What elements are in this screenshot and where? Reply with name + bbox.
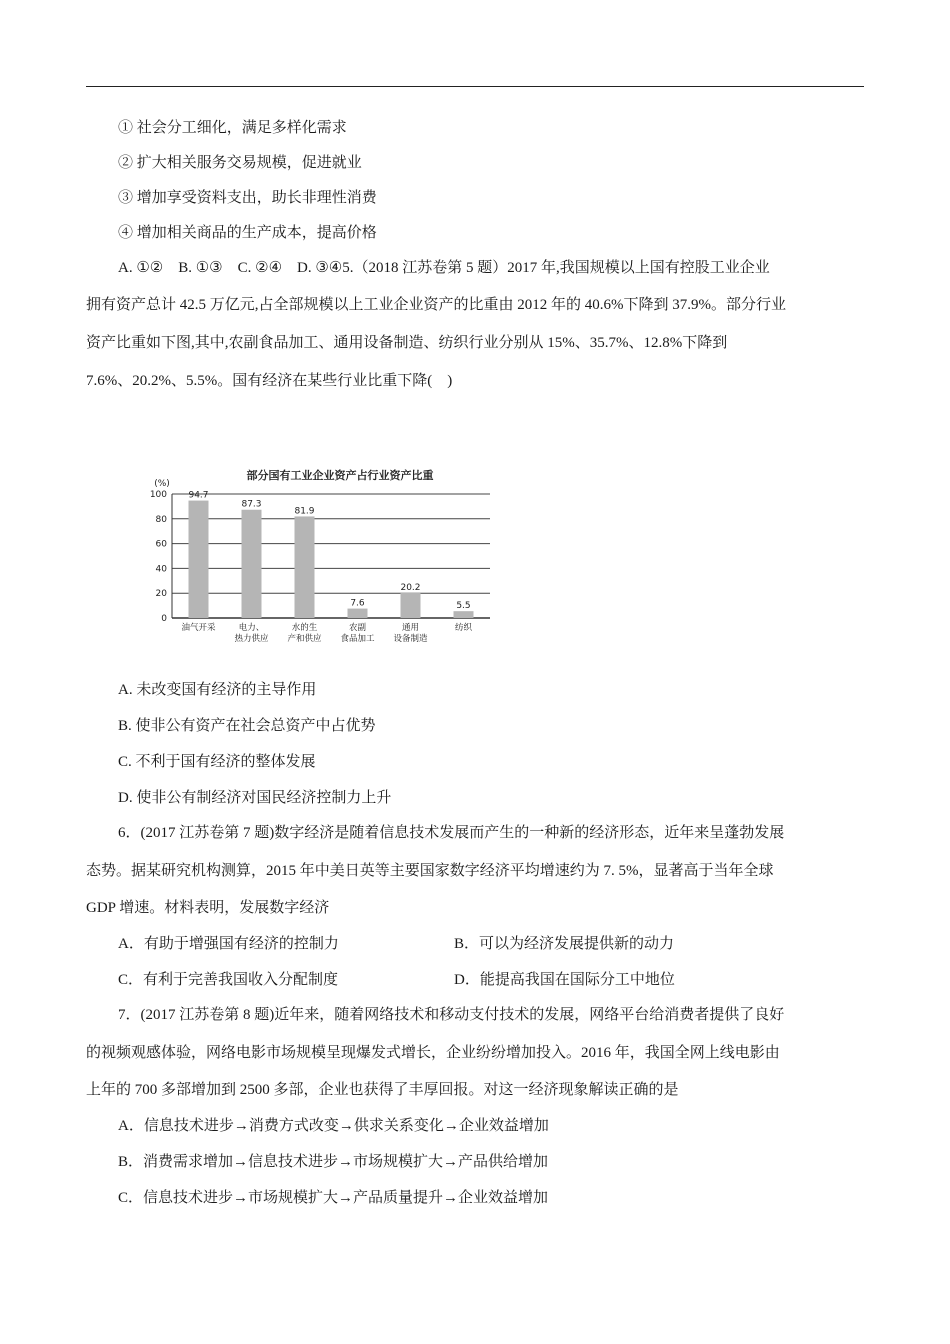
q7-text-line-3: 上年的 700 多部增加到 2500 多部，企业也获得了丰厚回报。对这一经济现象解读正确的是 xyxy=(86,1082,679,1098)
asset-share-bar-chart xyxy=(140,462,500,652)
q7-option-c: C．信息技术进步→市场规模扩大→产品质量提升→企业效益增加 xyxy=(118,1190,549,1206)
q4-option-3: ③ 增加享受资料支出，助长非理性消费 xyxy=(118,190,377,206)
q7-option-a: A．信息技术进步→消费方式改变→供求关系变化→企业效益增加 xyxy=(118,1118,549,1134)
q7-text-line-2: 的视频观感体验，网络电影市场规模呈现爆发式增长，企业纷纷增加投入。2016 年，我国全网上线电影由 xyxy=(86,1045,780,1061)
q5-option-a: A. 未改变国有经济的主导作用 xyxy=(118,682,317,698)
q6-text-line-3: GDP 增速。材料表明，发展数字经济 xyxy=(86,900,330,916)
q6-text-line-2: 态势。据某研究机构测算，2015 年中美日英等主要国家数字经济平均增速约为 7. 5%，显著高于当年全球 xyxy=(86,863,774,879)
bar-2 xyxy=(295,516,315,618)
y-tick-label-20: 20 xyxy=(155,589,167,600)
q6-text-line-1: 6．(2017 江苏卷第 7 题)数字经济是随着信息技术发展而产生的一种新的经济形态，近年来呈蓬勃发展 xyxy=(118,825,785,841)
q5-text-line-2: 资产比重如下图,其中,农副食品加工、通用设备制造、纺织行业分别从 15%、35.7%、12.8%下降到 xyxy=(86,335,728,351)
q4-option-1: ① 社会分工细化，满足多样化需求 xyxy=(118,120,347,136)
bar-1 xyxy=(242,510,262,618)
bar-value-label-5: 5.5 xyxy=(456,601,471,612)
q7-text-line-1: 7．(2017 江苏卷第 8 题)近年来，随着网络技术和移动支付技术的发展，网络平台给消费者提供了良好 xyxy=(118,1007,785,1023)
q4-option-2: ② 扩大相关服务交易规模，促进就业 xyxy=(118,155,362,171)
y-tick-label-40: 40 xyxy=(155,564,167,575)
q5-option-b: B. 使非公有资产在社会总资产中占优势 xyxy=(118,718,376,734)
y-tick-label-0: 0 xyxy=(161,614,167,624)
header-rule xyxy=(86,86,864,87)
bar-3 xyxy=(348,609,368,618)
y-tick-label-80: 80 xyxy=(155,514,167,525)
q6-option-c: C．有利于完善我国收入分配制度 xyxy=(118,972,339,988)
q5-text-line-3: 7.6%、20.2%、5.5%。国有经济在某些行业比重下降( ) xyxy=(86,373,453,389)
chart-y-unit: (%) xyxy=(154,479,170,489)
q7-option-b: B．消费需求增加→信息技术进步→市场规模扩大→产品供给增加 xyxy=(118,1154,549,1170)
category-label-1-0: 电力、 xyxy=(238,623,265,633)
q4-answers-q5-intro: A. ①② B. ①③ C. ②④ D. ③④5.（2018 江苏卷第 5 题）2017 年,我国规模以上国有控股工业企业 xyxy=(118,260,770,276)
bar-5 xyxy=(454,611,474,618)
q5-option-c: C. 不利于国有经济的整体发展 xyxy=(118,754,316,770)
bar-value-label-0: 94.7 xyxy=(188,490,209,501)
bar-value-label-3: 7.6 xyxy=(350,598,365,609)
y-tick-label-60: 60 xyxy=(155,539,167,550)
q6-option-d: D．能提高我国在国际分工中地位 xyxy=(454,972,675,988)
category-label-5-0: 纺织 xyxy=(454,623,473,633)
category-label-0-0: 油气开采 xyxy=(181,623,216,633)
bar-4 xyxy=(401,593,421,618)
chart-title: 部分国有工业企业资产占行业资产比重 xyxy=(246,469,434,482)
category-label-4-0: 通用 xyxy=(401,623,420,633)
category-label-3-1: 食品加工 xyxy=(340,634,375,644)
bar-value-label-1: 87.3 xyxy=(241,499,262,510)
q6-option-a: A．有助于增强国有经济的控制力 xyxy=(118,936,339,952)
bar-value-label-4: 20.2 xyxy=(400,582,421,593)
y-tick-label-100: 100 xyxy=(149,490,167,500)
category-label-2-0: 水的生 xyxy=(291,623,318,633)
q4-option-4: ④ 增加相关商品的生产成本，提高价格 xyxy=(118,225,377,241)
q5-option-d: D. 使非公有制经济对国民经济控制力上升 xyxy=(118,790,392,806)
q6-option-b: B．可以为经济发展提供新的动力 xyxy=(454,936,675,952)
category-label-1-1: 热力供应 xyxy=(234,634,269,644)
bar-value-label-2: 81.9 xyxy=(294,506,315,517)
q5-text-line-1: 拥有资产总计 42.5 万亿元,占全部规模以上工业企业资产的比重由 2012 年的 40.6%下降到 37.9%。部分行业 xyxy=(86,297,786,313)
category-label-4-1: 设备制造 xyxy=(393,634,428,644)
category-label-3-0: 农副 xyxy=(348,623,367,633)
category-label-2-1: 产和供应 xyxy=(287,634,322,644)
bar-0 xyxy=(189,501,209,618)
